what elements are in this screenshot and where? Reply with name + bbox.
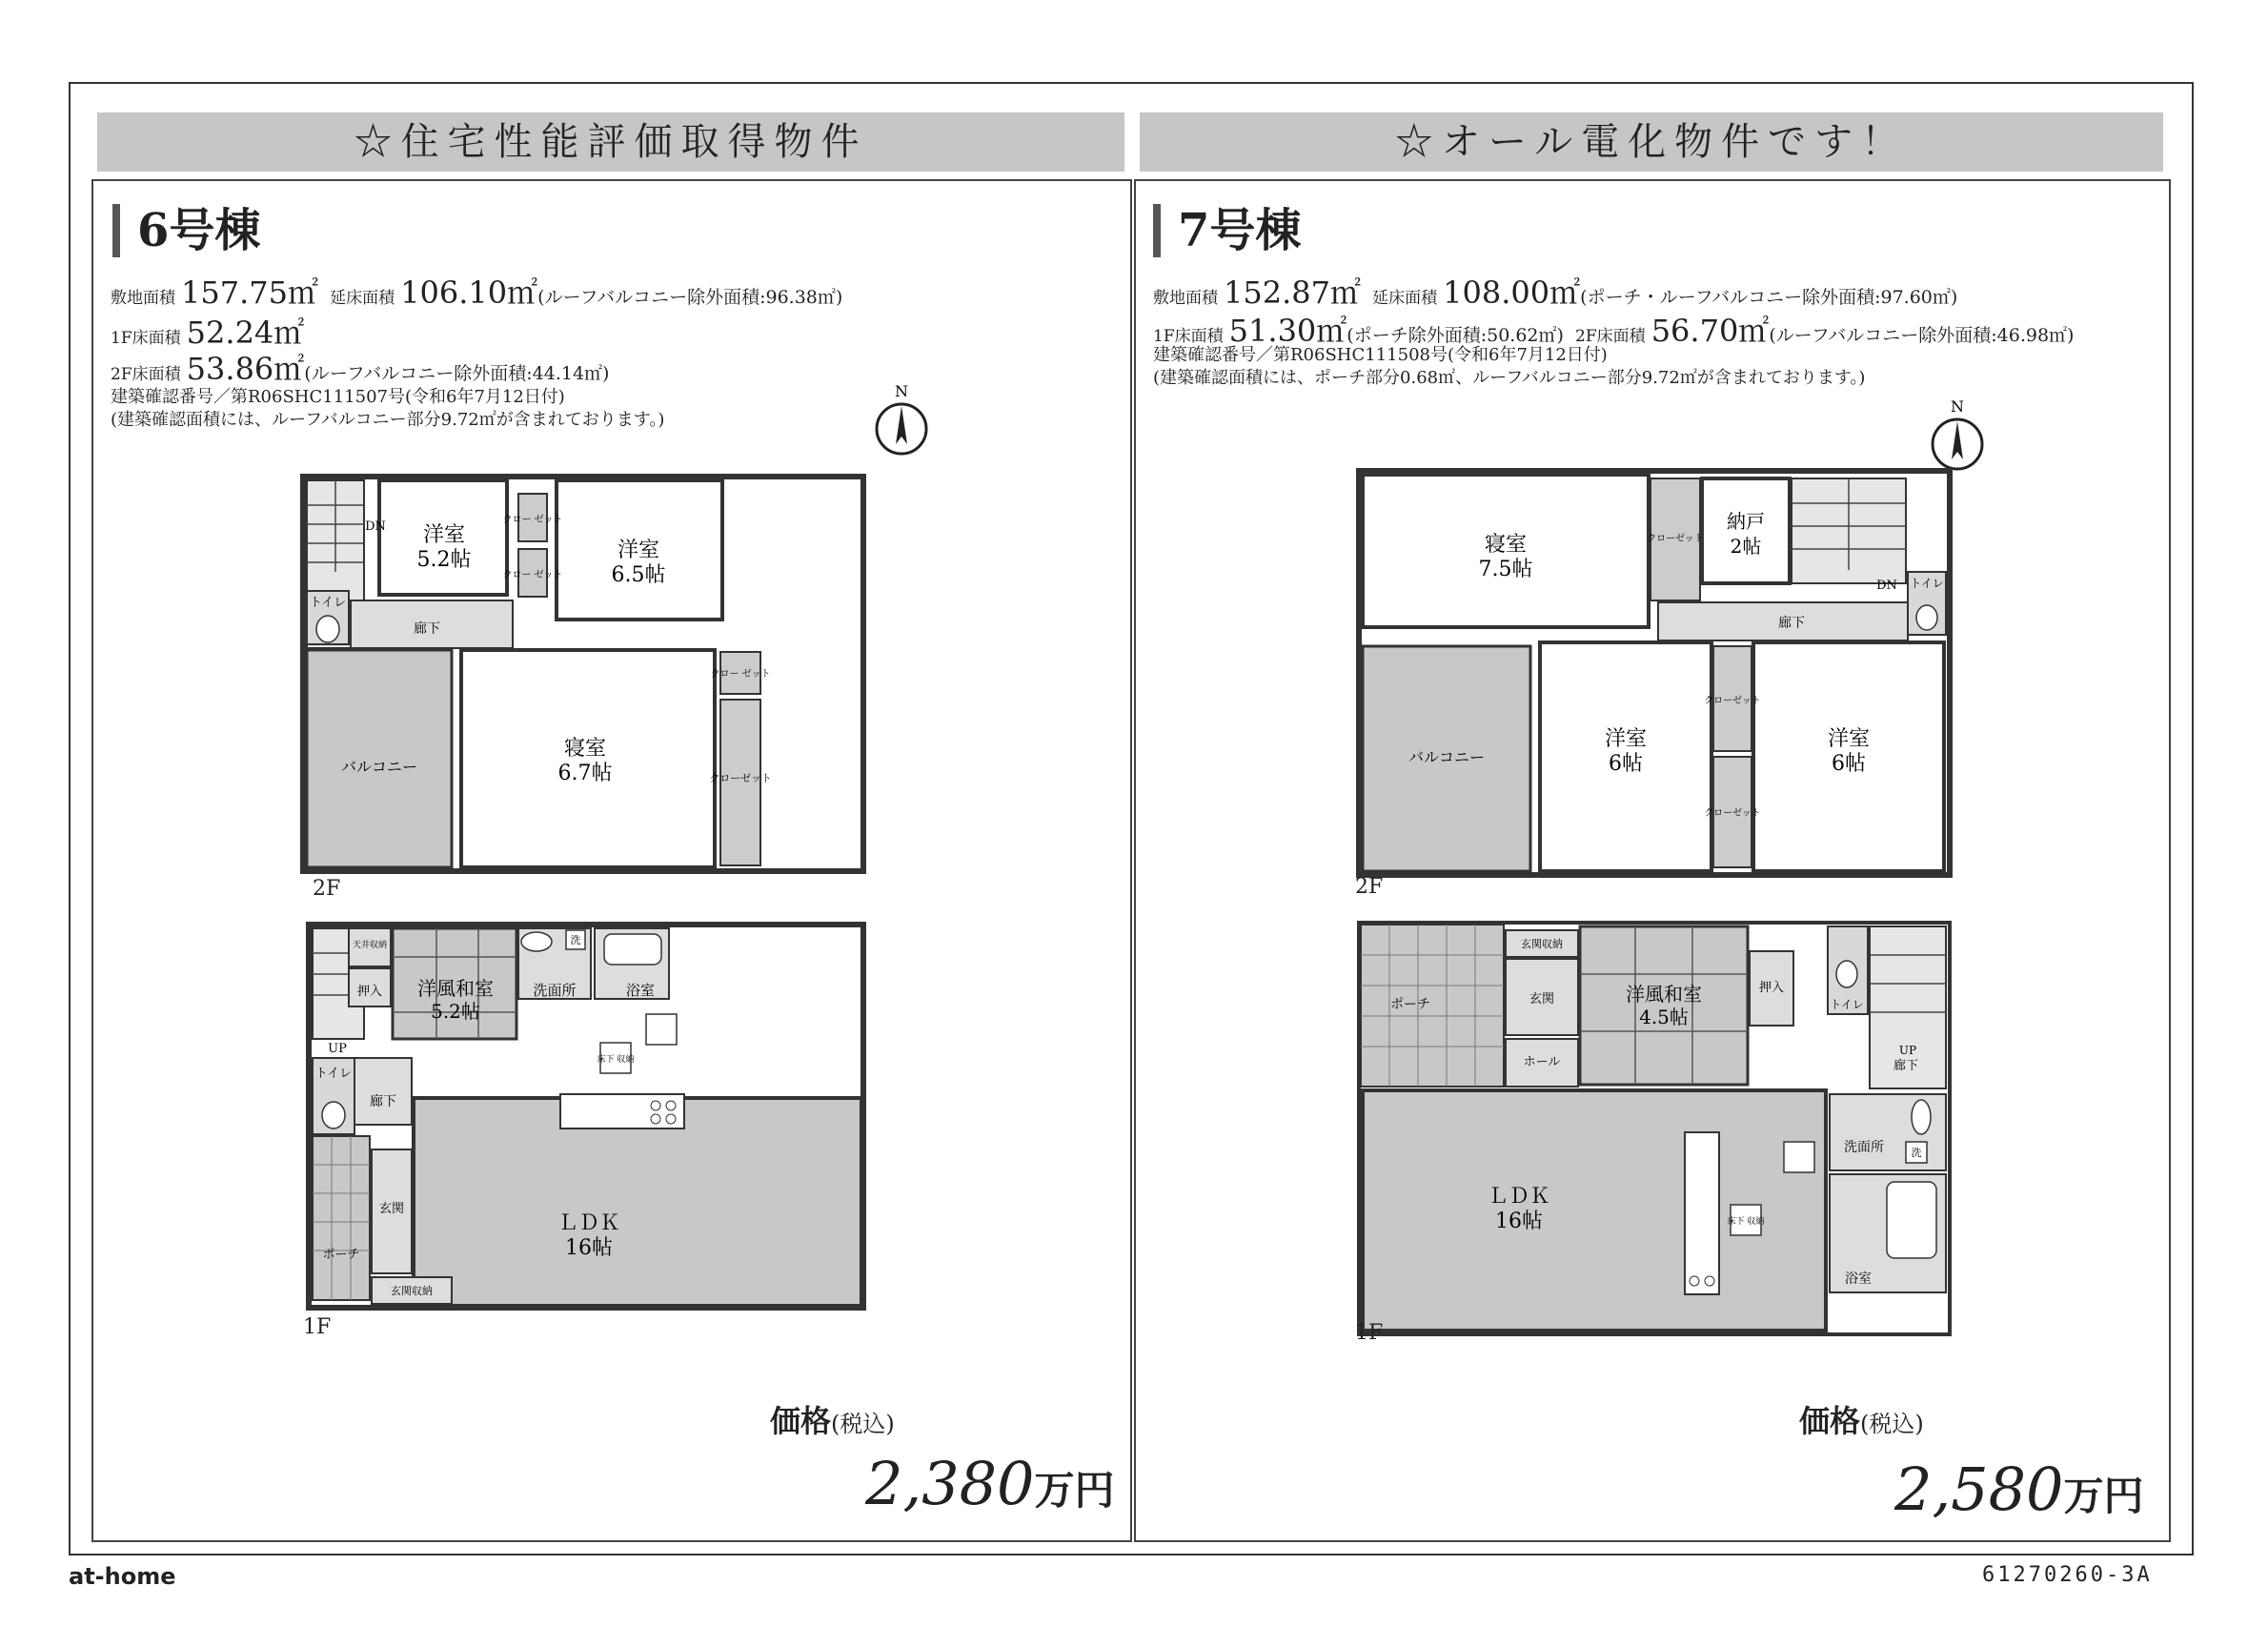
- floor-area-note: (ルーフバルコニー除外面積:96.38㎡): [537, 287, 843, 308]
- floor-area-value: 106.10㎡: [400, 274, 538, 311]
- floor-label-1f: 1F: [303, 1315, 332, 1339]
- room-label: 寝室: [563, 737, 607, 761]
- f1-area-value: 52.24㎡: [186, 315, 305, 351]
- hall-label: 廊下: [1778, 616, 1805, 631]
- shoe-storage-label: 玄関収納: [391, 1285, 433, 1297]
- bath-label: 浴室: [625, 982, 656, 999]
- price-number: 2,580: [1894, 1454, 2064, 1524]
- price-value: [1894, 1454, 2144, 1524]
- f2-area-value: 53.86㎡: [186, 351, 305, 387]
- price-unit: 万円: [2063, 1473, 2144, 1519]
- sink-icon: [521, 932, 552, 951]
- room-label: 洋風和室: [1626, 983, 1702, 1006]
- price-label: [770, 1397, 895, 1441]
- toilet-icon: [1916, 605, 1937, 630]
- building-title: 7号棟: [1153, 204, 1301, 257]
- hall-label: 廊下: [1893, 1059, 1919, 1073]
- f1-label: 1F床面積: [1153, 327, 1224, 346]
- site-area-value: 157.75㎡: [181, 274, 319, 311]
- washroom-label: 洗面所: [533, 982, 577, 999]
- north-label: N: [1951, 397, 1964, 416]
- washer-label: 洗: [570, 934, 581, 946]
- price-label-text: 価格: [770, 1403, 832, 1439]
- room-size: 2帖: [1730, 535, 1762, 558]
- room-size: 6帖: [1609, 752, 1643, 776]
- room-label: 洋室: [422, 523, 466, 547]
- f1-area-value: 51.30㎡: [1228, 313, 1347, 349]
- toilet-label: トイレ: [309, 596, 347, 610]
- f2-area-value: 56.70㎡: [1650, 313, 1770, 349]
- room-size: 6.7帖: [557, 762, 613, 785]
- floor-plan-1f: [294, 915, 884, 1344]
- toilet-label: トイレ: [1830, 998, 1864, 1011]
- floor-storage-label: 床下 収納: [1727, 1217, 1765, 1227]
- site-area-value: 152.87㎡: [1224, 274, 1362, 311]
- hall2-label: ホール: [1523, 1055, 1561, 1069]
- f1-note: (ポーチ除外面積:50.62㎡): [1347, 325, 1564, 346]
- room-size: 6.5帖: [611, 563, 666, 587]
- stair-up-label: UP: [328, 1042, 347, 1056]
- shoe-storage-label: 玄関収納: [1521, 938, 1563, 950]
- toilet-label: トイレ: [314, 1067, 353, 1081]
- room-size: 5.2帖: [416, 548, 472, 572]
- toilet-label: トイレ: [1910, 577, 1944, 590]
- washer-label: 洗: [1911, 1147, 1922, 1159]
- closet-label: クローゼット: [1704, 696, 1761, 706]
- kitchen-counter: [1685, 1132, 1719, 1294]
- price-unit: 万円: [1034, 1467, 1115, 1514]
- oshiire-label: 押入: [1758, 981, 1785, 995]
- balcony-label: バルコニー: [340, 758, 418, 776]
- building-title: 6号棟: [112, 204, 260, 257]
- banner-right: ☆オール電化物件です！: [1140, 112, 2163, 172]
- bathtub-icon: [604, 934, 661, 965]
- panel-building-7: [1134, 179, 2171, 1542]
- toilet-icon: [1836, 961, 1857, 987]
- closet-label: クローゼット: [709, 772, 772, 784]
- stair-dn-label: DN: [365, 519, 386, 534]
- room-label: ＬＤＫ: [1487, 1185, 1551, 1209]
- floor-area-note: (ポーチ・ルーフバルコニー除外面積:97.60㎡): [1580, 287, 1958, 308]
- north-label: N: [895, 382, 908, 400]
- entry-label: 玄関: [378, 1202, 405, 1216]
- room-label: 洋室: [1827, 727, 1871, 751]
- f2-label: 2F床面積: [111, 365, 181, 384]
- closet-label: クロー ゼット: [502, 570, 563, 580]
- stair-up-label: UP: [1898, 1044, 1917, 1057]
- toilet-icon: [322, 1102, 345, 1128]
- room-label: 洋風和室: [417, 977, 494, 1000]
- hall-label: 廊下: [414, 621, 440, 637]
- price-tax-note: (税込): [1860, 1411, 1924, 1437]
- room-size: 16帖: [1495, 1210, 1543, 1233]
- price-tax-note: (税込): [831, 1411, 895, 1437]
- ceiling-storage-label: 天井収納: [352, 941, 388, 950]
- banner-left: ☆住宅性能評価取得物件: [97, 112, 1124, 172]
- closet-label: クローゼット: [1704, 808, 1761, 819]
- site-area-label: 敷地面積: [111, 289, 175, 308]
- vent-icon: [646, 1014, 677, 1045]
- room-label: 洋室: [1604, 727, 1648, 751]
- hall-label: 廊下: [370, 1094, 396, 1109]
- closet-label: クローゼット: [1647, 534, 1704, 544]
- kitchen-counter: [560, 1094, 684, 1128]
- price-label: [1799, 1397, 1924, 1441]
- porch-area: [313, 1136, 370, 1300]
- vent-icon: [1784, 1142, 1814, 1172]
- f2-note: (ルーフバルコニー除外面積:44.14㎡): [304, 363, 610, 384]
- entry-label: 玄関: [1529, 992, 1555, 1006]
- price-number: 2,380: [865, 1449, 1035, 1518]
- floor-label-2f: 2F: [313, 877, 341, 901]
- site-area-label: 敷地面積: [1153, 289, 1218, 308]
- floor-label-1f: 1F: [1355, 1321, 1384, 1345]
- floor-storage-label: 床下 収納: [597, 1055, 635, 1065]
- cert-number: 建築確認番号／第R06SHC111507号(令和6年7月12日付): [111, 387, 565, 407]
- room-label: 納戸: [1727, 510, 1765, 533]
- floor-label-2f: 2F: [1355, 875, 1384, 899]
- porch-label: ポーチ: [322, 1248, 360, 1262]
- brand-logo: at-home: [69, 1563, 176, 1590]
- floor-area-value: 108.00㎡: [1443, 274, 1581, 311]
- closet-label: クロー ゼット: [710, 669, 771, 680]
- f2-note: (ルーフバルコニー除外面積:46.98㎡): [1769, 325, 2075, 346]
- spec-line-1: [111, 269, 842, 313]
- f1-label: 1F床面積: [111, 329, 181, 348]
- floor-plan-2f: [1353, 465, 1963, 884]
- hall-1f: [354, 1058, 412, 1125]
- floor-area-label: 延床面積: [1372, 289, 1438, 308]
- document-number: 61270260-3A: [1982, 1563, 2153, 1587]
- bath-label: 浴室: [1845, 1271, 1872, 1287]
- room-label: 洋室: [617, 539, 660, 562]
- floor-area-label: 延床面積: [330, 289, 395, 308]
- room-label: ＬＤＫ: [557, 1211, 621, 1235]
- floor-plan-2f: [294, 467, 884, 886]
- toilet-icon: [316, 616, 339, 642]
- cert-note: (建築確認面積には、ルーフバルコニー部分9.72㎡が含まれております。): [111, 410, 665, 430]
- floor-plan-1f: [1353, 917, 1963, 1346]
- panel-building-6: [91, 179, 1132, 1542]
- porch-area: [1361, 925, 1504, 1087]
- closet-label: クロー ゼット: [502, 515, 563, 525]
- room-size: 4.5帖: [1639, 1006, 1689, 1028]
- room-size: 5.2帖: [431, 1000, 480, 1023]
- north-compass-icon: [1927, 396, 1988, 475]
- price-value: [865, 1449, 1115, 1518]
- room-size: 6帖: [1832, 752, 1866, 776]
- price-label-text: 価格: [1799, 1403, 1861, 1439]
- washroom-label: 洗面所: [1844, 1140, 1884, 1155]
- room-label: 寝室: [1484, 533, 1528, 557]
- north-compass-icon: [871, 381, 932, 459]
- f2-label: 2F床面積: [1575, 327, 1646, 346]
- cert-number: 建築確認番号／第R06SHC111508号(令和6年7月12日付): [1153, 345, 1608, 365]
- sink-icon: [1912, 1100, 1931, 1134]
- balcony-label: バルコニー: [1407, 748, 1486, 766]
- room-size: 7.5帖: [1478, 558, 1533, 581]
- stair-dn-label: DN: [1876, 579, 1897, 593]
- oshiire-label: 押入: [356, 985, 383, 999]
- cert-note: (建築確認面積には、ポーチ部分0.68㎡、ルーフバルコニー部分9.72㎡が含まれております。): [1153, 368, 1866, 388]
- porch-label: ポーチ: [1390, 997, 1430, 1012]
- bathtub-icon: [1887, 1182, 1936, 1258]
- room-size: 16帖: [565, 1236, 613, 1260]
